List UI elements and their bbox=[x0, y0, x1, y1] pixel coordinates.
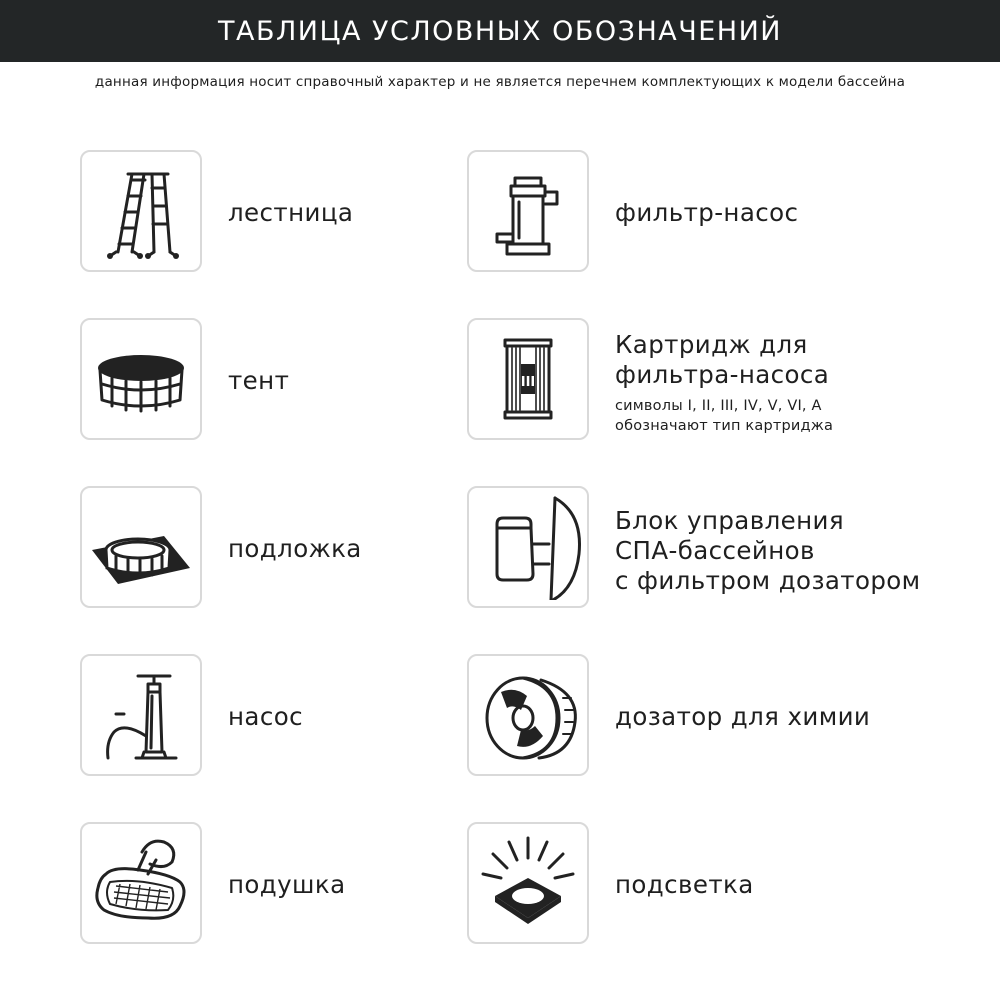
cartridge-note bbox=[615, 396, 833, 436]
hand-pump-icon bbox=[88, 662, 194, 768]
ladder-icon-box bbox=[80, 150, 202, 272]
label-cover: тент bbox=[228, 366, 290, 395]
cartridge-note-line-1: символы I, II, III, IV, V, VI, A bbox=[615, 398, 822, 414]
label-pillow: подушка bbox=[228, 870, 346, 899]
label-spa-control-line-1: Блок управления bbox=[615, 506, 844, 535]
filter-cartridge-icon-box bbox=[467, 318, 589, 440]
subtitle: данная информация носит справочный характер и не является перечнем комплектующих к модели бассейна bbox=[94, 74, 906, 90]
label-hand-pump: насос bbox=[228, 702, 303, 731]
header-bar bbox=[0, 0, 1000, 62]
pool-pillow-icon-box bbox=[80, 822, 202, 944]
hand-pump-icon-box bbox=[80, 654, 202, 776]
cartridge-type-mark: III bbox=[520, 375, 536, 390]
page-title: ТАБЛИЦА УСЛОВНЫХ ОБОЗНАЧЕНИЙ bbox=[218, 15, 782, 47]
filter-pump-icon bbox=[475, 158, 581, 264]
chemical-dispenser-icon-box bbox=[467, 654, 589, 776]
label-spa-control-line-3: с фильтром дозатором bbox=[615, 566, 921, 595]
label-cartridge bbox=[615, 330, 829, 390]
chemical-dispenser-icon bbox=[475, 662, 581, 768]
spa-control-unit-icon-box bbox=[467, 486, 589, 608]
ground-cloth-icon-box bbox=[80, 486, 202, 608]
label-chemical-dispenser: дозатор для химии bbox=[615, 702, 871, 731]
label-pool-light: подсветка bbox=[615, 870, 754, 899]
pool-cover-icon-box bbox=[80, 318, 202, 440]
label-spa-control-line-2: СПА-бассейнов bbox=[615, 536, 815, 565]
label-cartridge-line-2: фильтра-насоса bbox=[615, 360, 830, 389]
ladder-icon bbox=[88, 158, 194, 264]
pool-light-icon bbox=[475, 830, 581, 936]
filter-pump-icon-box bbox=[467, 150, 589, 272]
spa-control-unit-icon bbox=[475, 494, 581, 600]
ground-cloth-icon bbox=[88, 494, 194, 600]
label-filter-pump: фильтр-насос bbox=[615, 198, 799, 227]
cartridge-note-line-2: обозначают тип картриджа bbox=[615, 418, 834, 434]
label-cartridge-line-1: Картридж для bbox=[615, 330, 808, 359]
label-spa-control bbox=[615, 506, 921, 596]
label-ground-cloth: подложка bbox=[228, 534, 362, 563]
filter-cartridge-icon bbox=[475, 326, 581, 432]
pool-pillow-icon bbox=[88, 830, 194, 936]
pool-light-icon-box bbox=[467, 822, 589, 944]
pool-cover-icon bbox=[88, 326, 194, 432]
label-ladder: лестница bbox=[228, 198, 354, 227]
